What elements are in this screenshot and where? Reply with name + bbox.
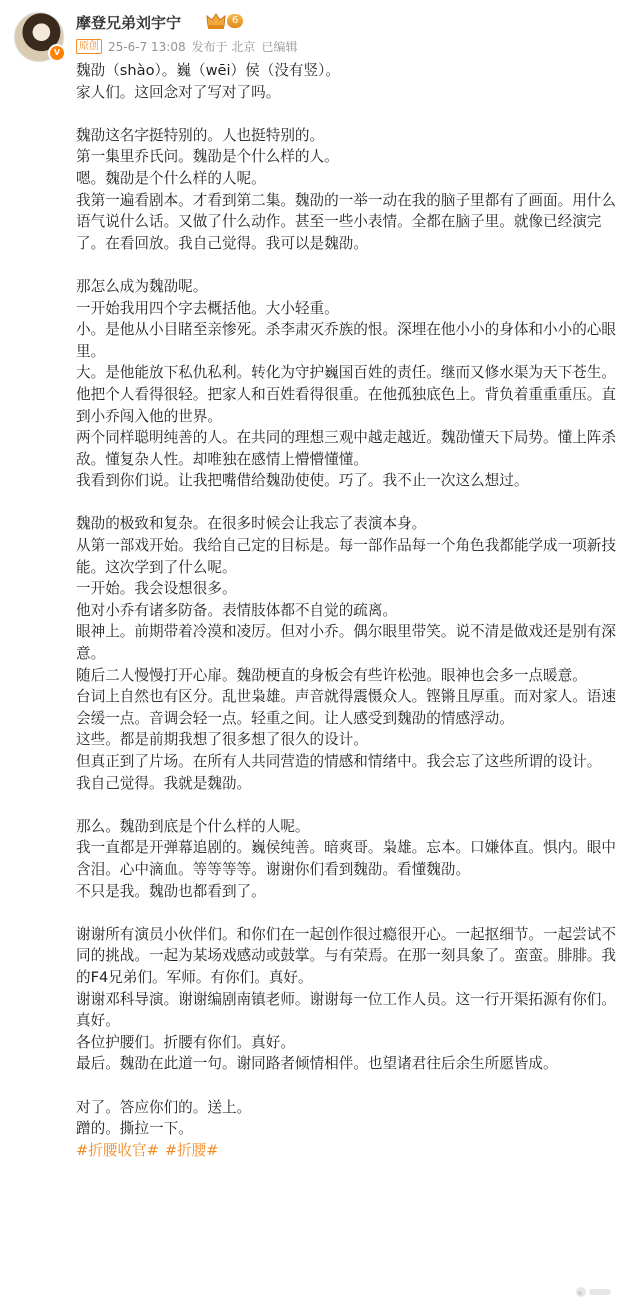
post-text-line: 不只是我。魏劭也都看到了。 [76,882,266,900]
post-text-line: 我第一遍看剧本。才看到第二集。魏劭的一举一动在我的脑子里都有了画面。用什么语气说什么话。又做了什么动作。甚至一些小表情。全都在脑子里。就像已经演完了。在看回放。我自己觉得。我可以是魏劭。 [76,191,616,252]
post-date: 25-6-7 13:08 [108,39,186,54]
post-text-line: 魏劭（shào）。巍（wēi）侯（没有竖）。 [76,62,341,79]
post-meta [76,38,297,55]
paragraph-gap [76,103,616,125]
crown-icon [206,12,226,30]
post-text-line: 大。是他能放下私仇私利。转化为守护巍国百姓的责任。继而又修水渠为天下苍生。 [76,364,616,382]
post-text-line: 对了。答应你们的。送上。 [76,1098,252,1116]
paragraph-gap [76,902,616,924]
paragraph-gap [76,1075,616,1097]
post-content [76,60,616,1161]
member-badge[interactable] [206,12,243,30]
post-text-line: 家人们。这回念对了写对了吗。 [76,83,281,101]
post-text-line: 那么。魏劭到底是个什么样的人呢。 [76,817,310,835]
post-text-line: 第一集里乔氏问。魏劭是个什么样的人。 [76,148,339,166]
post-text-line: 各位护腰们。折腰有你们。真好。 [76,1033,295,1051]
post-text-line: 台词上自然也有区分。乱世枭雄。声音就得震慑众人。铿锵且厚重。而对家人。语速会缓一点。音调会轻一点。轻重之间。让人感受到魏劭的情感浮动。 [76,688,616,727]
post-text-line: 一开始我用四个字去概括他。大小轻重。 [76,299,339,317]
post-text-line: 我自己觉得。我就是魏劭。 [76,774,252,792]
post-text-line: 随后二人慢慢打开心扉。魏劭梗直的身板会有些许松弛。眼神也会多一点暖意。 [76,666,587,684]
post-text-line: 两个同样聪明纯善的人。在共同的理想三观中越走越近。魏劭懂天下局势。懂上阵杀敌。懂复杂人性。却唯独在感情上懵懵懂懂。 [76,429,616,468]
paragraph-gap [76,492,616,514]
username[interactable]: 摩登兄弟刘宇宁 [76,14,182,32]
post-text-line: 这些。都是前期我想了很多想了很久的设计。 [76,731,368,749]
edited-label[interactable]: 已编辑 [261,40,298,54]
post-text-line: 我看到你们说。让我把嘴借给魏劭使使。巧了。我不止一次这么想过。 [76,472,529,490]
post-location: 发布于 北京 [191,40,256,54]
post-text-line: 小。是他从小目睹至亲惨死。杀李肃灭乔族的恨。深埋在他小小的身体和小小的心眼里。 [76,321,616,360]
post-text-line: 最后。魏劭在此道一句。谢同路者倾情相伴。也望诸君往后余生所愿皆成。 [76,1055,558,1073]
post-text-line: 但真正到了片场。在所有人共同营造的情感和情绪中。我会忘了这些所谓的设计。 [76,753,602,770]
post-text-line: 魏劭的极致和复杂。在很多时候会让我忘了表演本身。 [76,515,427,533]
post-text-line: 他把个人看得很轻。把家人和百姓看得很重。在他孤独底色上。背负着重重重压。直到小乔闯入他的世界。 [76,385,616,425]
paragraph-gap [76,794,616,816]
post-text-line: 我一直都是开弹幕追剧的。巍侯纯善。暗爽哥。枭雄。忘本。口嫌体直。惧内。眼中含泪。心中滴血。等等等等。谢谢你们看到魏劭。看懂魏劭。 [76,839,616,878]
post-text-line: 谢谢邓科导演。谢谢编剧南镇老师。谢谢每一位工作人员。这一行开渠拓源有你们。真好。 [76,990,616,1030]
post-text-line: 一开始。我会设想很多。 [76,580,237,598]
post-text-line: 那怎么成为魏劭呢。 [76,277,208,295]
post-text-line: 眼神上。前期带着冷漠和凌厉。但对小乔。偶尔眼里带笑。说不清是做戏还是别有深意。 [76,623,616,663]
post-text-line: 他对小乔有诸多防备。表情肢体都不自觉的疏离。 [76,601,398,619]
paragraph-gap [76,254,616,276]
post-text-line: 蹭的。撕拉一下。 [76,1120,193,1138]
hashtag-row [76,1140,616,1162]
original-badge: 原创 [76,39,102,54]
post-text-line: 魏劭这名字挺特别的。人也挺特别的。 [76,126,325,144]
post-text-line: 谢谢所有演员小伙伴们。和你们在一起创作很过瘾很开心。一起抠细节。一起尝试不同的挑战。一起为某场戏感动或鼓掌。与有荣焉。在那一刻具象了。蛮蛮。腓腓。我的F4兄弟们。军师。有你们。真好。 [76,925,616,986]
post-text-line: 从第一部戏开始。我给自己定的目标是。每一部作品每一个角色我都能学成一项新技能。这次学到了什么呢。 [76,537,616,576]
hashtag-link[interactable]: #折腰收官# [76,1141,159,1159]
hashtag-link[interactable]: #折腰# [164,1141,219,1159]
member-level: 6 [227,14,243,28]
post-text-line: 嗯。魏劭是个什么样的人呢。 [76,169,266,187]
post-header [10,10,610,62]
verified-badge-icon: V [48,44,66,62]
weibo-watermark-icon [574,1284,614,1300]
